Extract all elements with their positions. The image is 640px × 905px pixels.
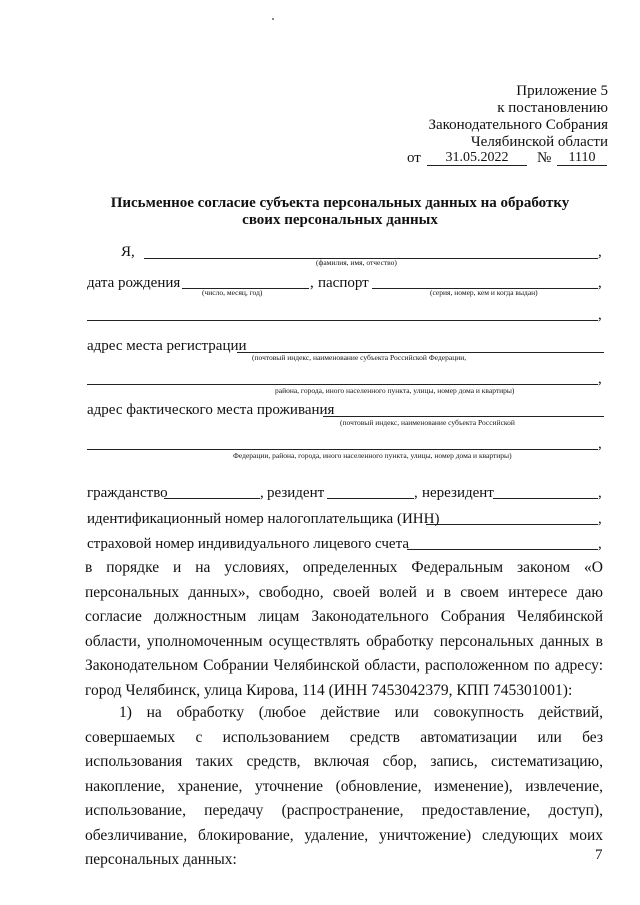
scan-speck [272, 18, 274, 20]
resident-label: резидент [267, 485, 325, 501]
registration-address-hint-continued: района, города, иного населенного пункта, улицы, номер дома и квартиры) [275, 386, 515, 395]
passport-label: паспорт [318, 275, 369, 291]
citizenship-field[interactable] [164, 498, 260, 499]
legislative-assembly: Законодательного Собрания [428, 117, 608, 133]
actual-address-hint: (почтовый индекс, наименование субъекта Российской [340, 418, 515, 427]
registration-address-label: адрес места регистрации [87, 338, 247, 354]
comma: , [598, 536, 602, 552]
comma: , [414, 485, 418, 501]
comma: , [598, 485, 602, 501]
actual-address-hint-continued: Федерации, района, города, иного населенного пункта, улицы, номер дома и квартиры) [233, 451, 512, 460]
passport-field-continued[interactable] [87, 320, 598, 321]
actual-address-field[interactable] [323, 416, 604, 417]
to-resolution: к постановлению [497, 100, 608, 116]
comma: , [598, 436, 602, 452]
comma: , [598, 244, 602, 260]
page-number: 7 [595, 847, 603, 863]
fio-hint: (фамилия, имя, отчество) [316, 258, 397, 267]
region-name: Челябинской области [470, 134, 608, 150]
document-title-line2: своих персональных данных [242, 212, 438, 228]
comma: , [598, 371, 602, 387]
birth-date-hint: (число, месяц, год) [202, 288, 263, 297]
birth-date-label: дата рождения [87, 275, 181, 291]
comma: , [598, 511, 602, 527]
appendix-number: Приложение 5 [516, 83, 608, 99]
comma: , [598, 275, 602, 291]
snils-field[interactable] [407, 549, 598, 550]
number-label: № [537, 150, 552, 166]
processing-paragraph: 1) на обработку (любое действие или совокупность действий, совершаемых с использованием средств автоматизации или без использования таких средств, включая сбор, запись, систематизацию, накопление, хранение, уточнение (обновление, изменение), извлечение, использование, передачу (распространение, предоставление, доступ), обезличивание, блокирование, удаление, уничтожение) следующих моих персональных данных: [85, 704, 603, 868]
nonresident-label: нерезидент [422, 485, 494, 501]
date-from-label: от [407, 150, 421, 166]
citizenship-label: гражданство [87, 485, 168, 501]
registration-address-field-continued[interactable] [87, 384, 598, 385]
comma: , [598, 307, 602, 323]
comma: , [310, 275, 314, 291]
inn-label: идентификационный номер налогоплательщика (ИНН) [87, 511, 440, 527]
i-label: Я, [121, 244, 135, 260]
resident-field[interactable] [327, 498, 414, 499]
actual-address-field-continued[interactable] [87, 449, 598, 450]
nonresident-field[interactable] [493, 498, 598, 499]
snils-label: страховой номер индивидуального лицевого счета [87, 536, 409, 552]
resolution-number: 1110 [557, 151, 607, 166]
consent-paragraph: в порядке и на условиях, определенных Федеральным законом «О персональных данных», свободно, своей волей и в своем интересе даю согласие должностным лицам Законодательного Собрания Челябинской области, уполномоченным осуществлять обработку персональных данных в Законодательном Собрании Челябинской области, расположенном по адресу: город Челябинск, улица Кирова, 114 (ИНН 7453042379, КПП 745301001): [85, 559, 603, 699]
passport-hint: (серия, номер, кем и когда выдан) [430, 288, 538, 297]
comma: , [260, 485, 264, 501]
registration-address-hint: (почтовый индекс, наименование субъекта Российской Федерации, [252, 353, 467, 362]
actual-address-label: адрес фактического места проживания [87, 402, 335, 418]
document-title-line1: Письменное согласие субъекта персональных данных на обработку [110, 195, 570, 211]
inn-field[interactable] [426, 524, 598, 525]
resolution-date: 31.05.2022 [427, 151, 527, 166]
